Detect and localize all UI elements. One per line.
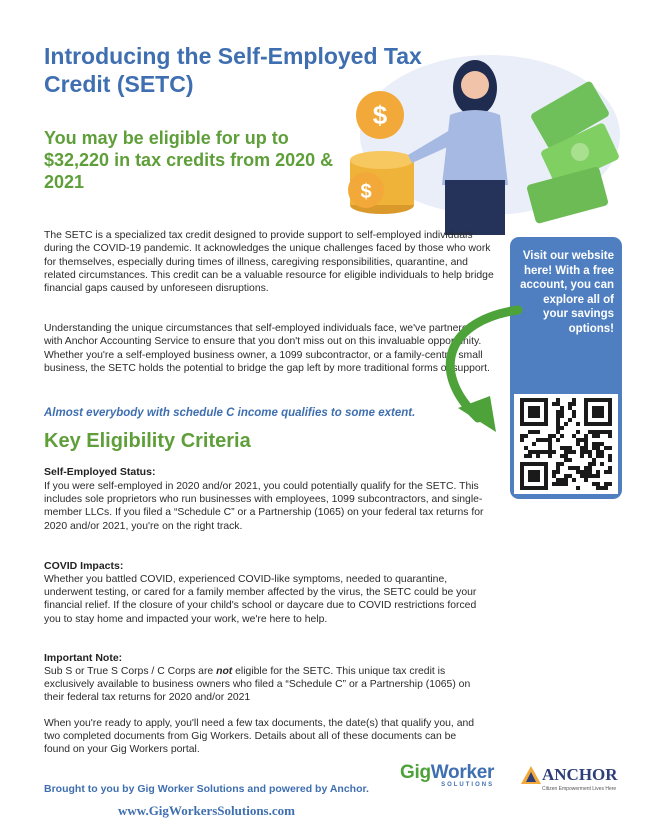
covid-text: Whether you battled COVID, experienced COVID-like symptoms, needed to quarantine, underwent testing, or cared for a family member affected by the virus, the SETC could be your financial relief. If the closure of your child's school or daycare due to COVID restrictions forced you to stay home and impacted your work, we're here to help.	[44, 574, 477, 625]
anchor-logo-icon	[520, 765, 542, 785]
qr-code[interactable]	[514, 394, 618, 494]
svg-text:$: $	[372, 100, 388, 130]
note-text	[44, 665, 484, 705]
tagline: Almost everybody with schedule C income qualifies to some extent.	[44, 407, 416, 419]
gig-logo-part2: Worker	[430, 762, 495, 783]
covid-heading: COVID Impacts:	[44, 560, 124, 572]
self-employed-text: If you were self-employed in 2020 and/or 2021, you could potentially qualify for the SETC. This includes sole proprietors who run businesses with employees, 1099 subcontractors, and single-member LLCs. If you filed a “Schedule C” or a Partnership (1065) on your federal tax returns for 2020 and/or 2021, you're on the right track.	[44, 481, 484, 532]
note-text-after: eligible for the SETC. This unique tax credit is exclusively available to business owners who filed a “Schedule C” or a Partnership (1065) on their federal tax returns for 2020 and/or 2021	[44, 666, 471, 704]
gig-logo-part1: Gig	[400, 762, 431, 783]
page-subtitle: You may be eligible for up to $32,220 in tax credits from 2020 & 2021	[44, 128, 334, 192]
anchor-logo	[520, 765, 618, 792]
anchor-logo-word: ANCHOR	[542, 765, 618, 784]
intro-paragraph: The SETC is a specialized tax credit designed to provide support to self-employed individuals during the COVID-19 pandemic. It acknowledges the unique challenges faced by those who work for themselves, especially during times of illness, caregiving responsibilities, quarantine, and related circumstances. This credit can be a valuable resource for eligible individuals to help bridge financial gaps caused by unforeseen disruptions.	[44, 230, 494, 295]
apply-paragraph: When you're ready to apply, you'll need a few tax documents, the date(s) that qualify you, and two completed documents from Gig Workers. Details about all of these documents can be found on your Gig Workers portal.	[44, 718, 475, 756]
anchor-logo-tagline: Citizen Empowerment Lives Here	[542, 786, 617, 792]
website-callout-text: Visit our website here! With a free account, you can explore all of your savings options!	[520, 250, 614, 335]
gig-worker-logo	[400, 762, 494, 788]
hero-illustration	[330, 40, 630, 240]
page-title: Introducing the Self-Employed Tax Credit (SETC)	[44, 43, 422, 97]
criteria-heading: Key Eligibility Criteria	[44, 430, 251, 452]
website-link[interactable]: www.GigWorkersSolutions.com	[118, 803, 295, 818]
note-text-before: Sub S or True S Corps / C Corps are	[44, 666, 217, 677]
svg-text:$: $	[360, 181, 372, 203]
note-heading: Important Note:	[44, 652, 123, 664]
gig-logo-sub: SOLUTIONS	[441, 782, 495, 788]
partner-paragraph: Understanding the unique circumstances that self-employed individuals face, we've partnered with Anchor Accounting Service to ensure that you don't miss out on this invaluable opportunity. Whether you're a self-employed business owner, a 1099 subcontractor, or a family-centric small business, the SETC holds the potential to bridge the gap left by more traditional forms of support.	[44, 323, 490, 374]
footer-credit: Brought to you by Gig Worker Solutions and powered by Anchor.	[44, 783, 369, 795]
curved-arrow-icon	[418, 300, 528, 440]
note-emphasis: not	[216, 666, 233, 677]
self-employed-heading: Self-Employed Status:	[44, 466, 156, 478]
